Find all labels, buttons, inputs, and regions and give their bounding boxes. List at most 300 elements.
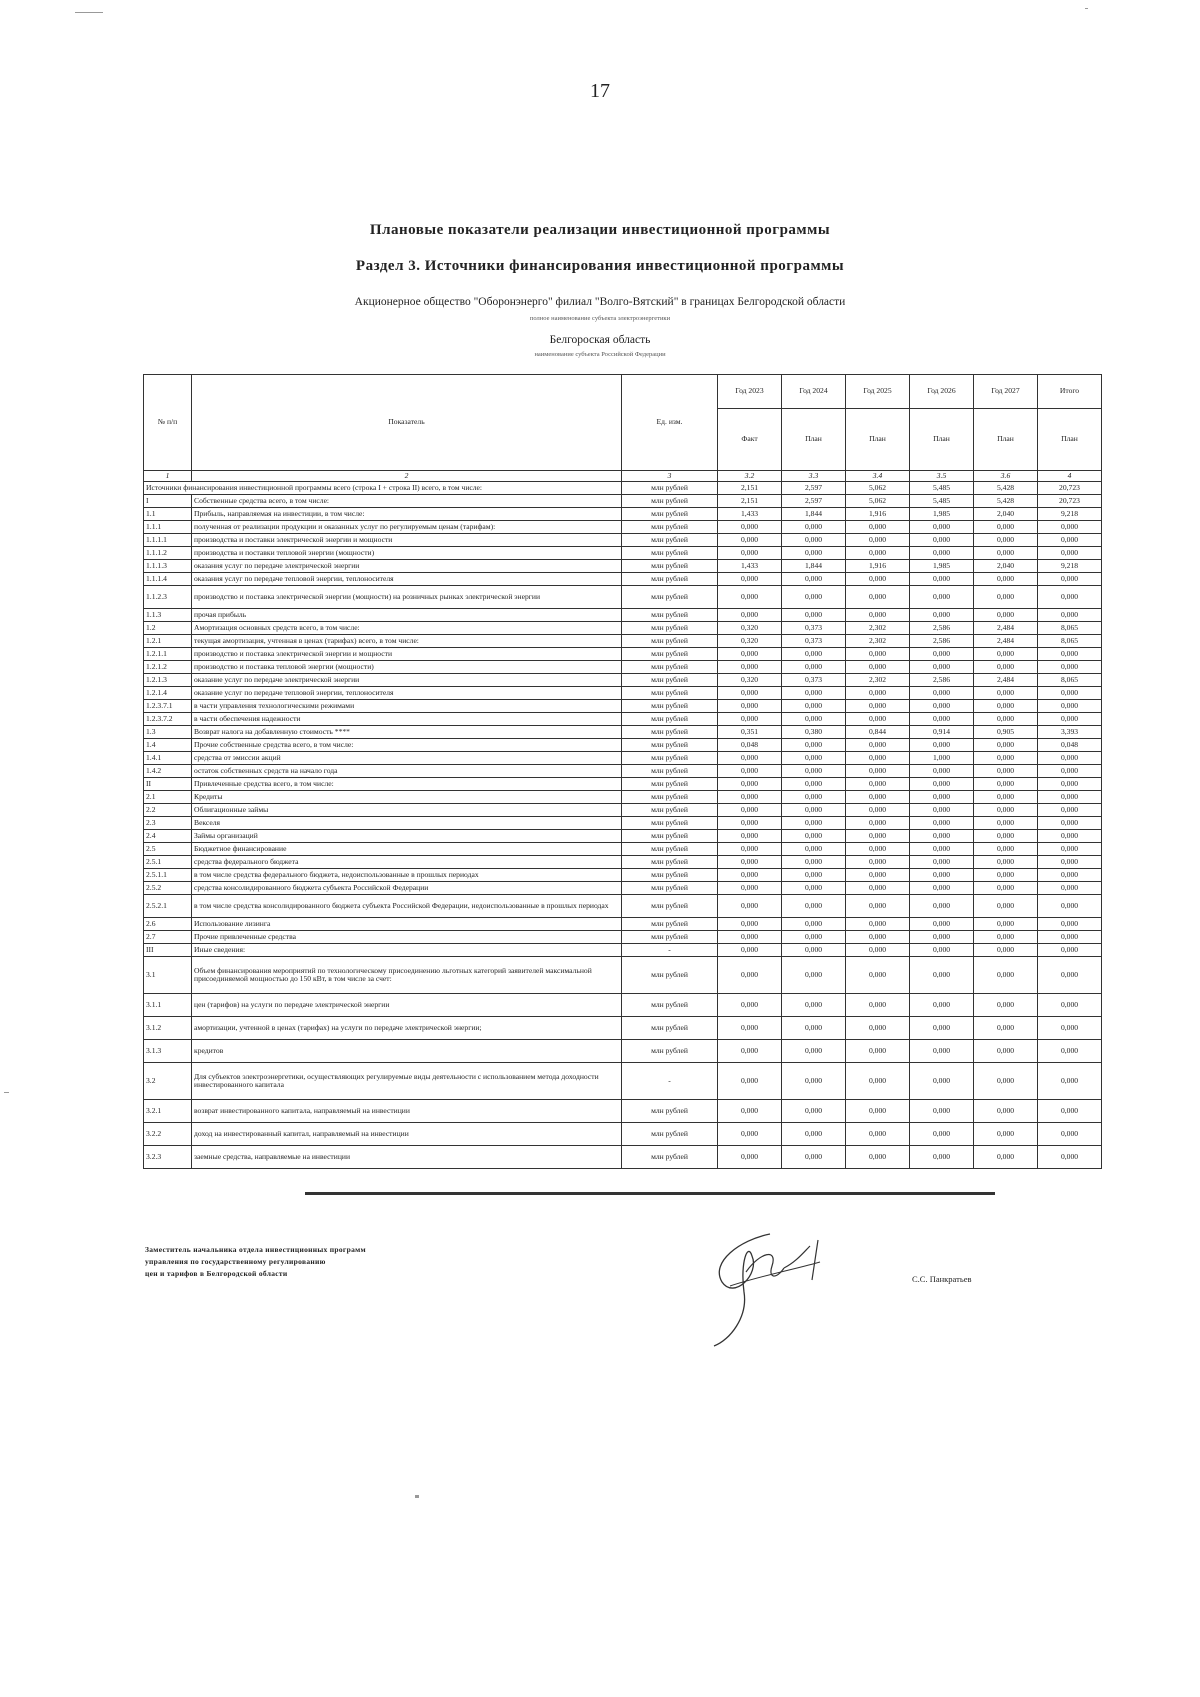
row-name: производства и поставки электрической энергии и мощности xyxy=(192,534,622,547)
row-unit: млн рублей xyxy=(622,674,718,687)
row-value: 0,000 xyxy=(1038,1063,1102,1100)
row-name: производство и поставка электрической энергии и мощности xyxy=(192,648,622,661)
region-caption: наименование субъекта Российской Федерации xyxy=(534,351,666,358)
row-value: 0,000 xyxy=(1038,1123,1102,1146)
row-name: в том числе средства федерального бюджета, недоиспользованные в прошлых периодах xyxy=(192,869,622,882)
row-name: амортизации, учтенной в ценах (тарифах) на услуги по передаче электрической энергии; xyxy=(192,1017,622,1040)
header-kind: Факт xyxy=(718,409,782,471)
row-name: Кредиты xyxy=(192,791,622,804)
row-value: 0,000 xyxy=(782,687,846,700)
row-value: 0,000 xyxy=(1038,895,1102,918)
row-value: 0,000 xyxy=(1038,713,1102,726)
header-kind: План xyxy=(974,409,1038,471)
row-value: 0,000 xyxy=(846,944,910,957)
signer-position-line: цен и тарифов в Белгородской области xyxy=(145,1269,288,1278)
row-name: Бюджетное финансирование xyxy=(192,843,622,856)
table-row xyxy=(144,495,1102,508)
row-value: 0,000 xyxy=(846,1146,910,1169)
row-value: 0,000 xyxy=(974,843,1038,856)
row-number: 3.1.1 xyxy=(144,994,192,1017)
row-number: 3.1.2 xyxy=(144,1017,192,1040)
table-row xyxy=(144,957,1102,994)
row-number: 3.1.3 xyxy=(144,1040,192,1063)
row-value: 0,000 xyxy=(910,869,974,882)
row-value: 0,000 xyxy=(1038,931,1102,944)
row-value: 0,000 xyxy=(1038,521,1102,534)
row-value: 0,000 xyxy=(782,1100,846,1123)
handwritten-signature xyxy=(700,1222,880,1352)
row-unit: млн рублей xyxy=(622,661,718,674)
row-value: 0,000 xyxy=(718,687,782,700)
header-kind: План xyxy=(910,409,974,471)
header-year: Год 2026 xyxy=(910,375,974,409)
table-row xyxy=(144,508,1102,521)
row-value: 0,000 xyxy=(1038,1017,1102,1040)
row-value: 0,000 xyxy=(974,713,1038,726)
row-value: 0,000 xyxy=(910,687,974,700)
total-row-value: 2,151 xyxy=(718,482,782,495)
row-number: 1.2.1.4 xyxy=(144,687,192,700)
table-row xyxy=(144,830,1102,843)
row-value: 0,000 xyxy=(910,586,974,609)
row-unit: млн рублей xyxy=(622,830,718,843)
row-name: остаток собственных средств на начало года xyxy=(192,765,622,778)
row-value: 0,000 xyxy=(846,895,910,918)
row-unit: млн рублей xyxy=(622,918,718,931)
table-row xyxy=(144,687,1102,700)
row-value: 0,000 xyxy=(1038,609,1102,622)
row-name: производство и поставка электрической энергии (мощности) на розничных рынках электрической энергии xyxy=(192,586,622,609)
row-value: 0,000 xyxy=(782,521,846,534)
row-value: 0,000 xyxy=(846,778,910,791)
row-value: 0,000 xyxy=(910,534,974,547)
row-value: 0,000 xyxy=(1038,791,1102,804)
row-value: 0,000 xyxy=(782,609,846,622)
row-value: 0,000 xyxy=(718,713,782,726)
row-name: Прочие собственные средства всего, в том числе: xyxy=(192,739,622,752)
total-row-value: 2,597 xyxy=(782,482,846,495)
row-number: 2.5.1 xyxy=(144,856,192,869)
row-unit: млн рублей xyxy=(622,521,718,534)
table-row xyxy=(144,1040,1102,1063)
row-number: 1.4.2 xyxy=(144,765,192,778)
row-value: 0,000 xyxy=(846,957,910,994)
row-value: 0,000 xyxy=(910,1063,974,1100)
row-number: 1.1.1.1 xyxy=(144,534,192,547)
row-value: 0,000 xyxy=(782,1123,846,1146)
row-value: 0,048 xyxy=(718,739,782,752)
row-unit: млн рублей xyxy=(622,856,718,869)
row-unit: млн рублей xyxy=(622,778,718,791)
section-title: Раздел 3. Источники финансирования инвестиционной программы xyxy=(355,258,845,274)
row-value: 0,373 xyxy=(782,674,846,687)
row-name: средства от эмиссии акций xyxy=(192,752,622,765)
row-value: 0,000 xyxy=(1038,752,1102,765)
row-value: 2,484 xyxy=(974,635,1038,648)
header-kind: План xyxy=(1038,409,1102,471)
header-kind: План xyxy=(782,409,846,471)
row-value: 0,000 xyxy=(718,895,782,918)
total-row-name: Источники финансирования инвестиционной программы всего (строка I + строка II) всего, в том числе: xyxy=(144,482,622,495)
row-value: 0,000 xyxy=(718,882,782,895)
row-name: в части управления технологическими режимами xyxy=(192,700,622,713)
row-value: 8,065 xyxy=(1038,635,1102,648)
row-number: 1.2.1.3 xyxy=(144,674,192,687)
row-value: 0,000 xyxy=(846,817,910,830)
row-name: прочая прибыль xyxy=(192,609,622,622)
row-value: 0,000 xyxy=(974,882,1038,895)
row-unit: млн рублей xyxy=(622,713,718,726)
row-value: 0,000 xyxy=(974,586,1038,609)
row-unit: млн рублей xyxy=(622,648,718,661)
row-value: 0,000 xyxy=(782,1040,846,1063)
row-number: 1.2.3.7.2 xyxy=(144,713,192,726)
row-value: 0,000 xyxy=(846,687,910,700)
row-name: Прочие привлеченные средства xyxy=(192,931,622,944)
row-name: Иные сведения: xyxy=(192,944,622,957)
row-unit: млн рублей xyxy=(622,791,718,804)
row-value: 5,428 xyxy=(974,495,1038,508)
row-number: 3.2.1 xyxy=(144,1100,192,1123)
row-value: 0,000 xyxy=(846,573,910,586)
table-row xyxy=(144,622,1102,635)
row-value: 0,000 xyxy=(782,1146,846,1169)
row-value: 0,000 xyxy=(974,573,1038,586)
table-row xyxy=(144,817,1102,830)
row-value: 0,000 xyxy=(910,700,974,713)
row-value: 0,000 xyxy=(718,521,782,534)
row-value: 0,000 xyxy=(910,648,974,661)
row-number: 3.2.3 xyxy=(144,1146,192,1169)
row-value: 0,000 xyxy=(974,739,1038,752)
row-value: 0,000 xyxy=(1038,700,1102,713)
row-unit: млн рублей xyxy=(622,1123,718,1146)
row-value: 5,485 xyxy=(910,495,974,508)
row-number: 1.4.1 xyxy=(144,752,192,765)
row-value: 0,000 xyxy=(782,752,846,765)
row-name: Векселя xyxy=(192,817,622,830)
row-value: 0,373 xyxy=(782,622,846,635)
row-number: 3.2.2 xyxy=(144,1123,192,1146)
row-number: 1.3 xyxy=(144,726,192,739)
row-value: 0,000 xyxy=(718,1040,782,1063)
table-row xyxy=(144,713,1102,726)
row-unit: млн рублей xyxy=(622,495,718,508)
header-kind: План xyxy=(846,409,910,471)
row-unit: млн рублей xyxy=(622,609,718,622)
row-unit: млн рублей xyxy=(622,882,718,895)
organization-name: Акционерное общество "Оборонэнерго" филиал "Волго-Вятский" в границах Белгородской области xyxy=(354,296,846,308)
scan-speck xyxy=(4,1092,9,1093)
row-value: 0,000 xyxy=(1038,661,1102,674)
row-value: 0,000 xyxy=(718,534,782,547)
row-name: производство и поставка тепловой энергии (мощности) xyxy=(192,661,622,674)
row-value: 0,000 xyxy=(718,994,782,1017)
row-unit: млн рублей xyxy=(622,687,718,700)
row-value: 0,000 xyxy=(1038,830,1102,843)
table-row xyxy=(144,843,1102,856)
row-value: 0,000 xyxy=(782,944,846,957)
row-value: 0,373 xyxy=(782,635,846,648)
row-value: 2,597 xyxy=(782,495,846,508)
total-row xyxy=(144,482,1102,495)
row-value: 0,000 xyxy=(782,765,846,778)
row-value: 0,000 xyxy=(718,765,782,778)
row-value: 0,000 xyxy=(974,1100,1038,1123)
row-value: 0,000 xyxy=(718,573,782,586)
row-number: 1.2 xyxy=(144,622,192,635)
row-value: 9,218 xyxy=(1038,560,1102,573)
row-value: 8,065 xyxy=(1038,622,1102,635)
row-value: 0,000 xyxy=(718,804,782,817)
table-row xyxy=(144,804,1102,817)
table-row xyxy=(144,882,1102,895)
row-value: 0,000 xyxy=(974,830,1038,843)
row-value: 0,000 xyxy=(782,843,846,856)
row-number: 1.2.1 xyxy=(144,635,192,648)
row-value: 2,586 xyxy=(910,674,974,687)
row-value: 1,433 xyxy=(718,508,782,521)
row-value: 0,000 xyxy=(910,739,974,752)
row-value: 0,000 xyxy=(846,752,910,765)
row-value: 2,586 xyxy=(910,622,974,635)
row-value: 0,000 xyxy=(974,778,1038,791)
row-name: Возврат налога на добавленную стоимость **** xyxy=(192,726,622,739)
row-value: 0,000 xyxy=(974,534,1038,547)
row-name: оказания услуг по передаче тепловой энергии, теплоносителя xyxy=(192,573,622,586)
row-name: Облигационные займы xyxy=(192,804,622,817)
row-value: 0,000 xyxy=(1038,957,1102,994)
row-value: 0,000 xyxy=(782,648,846,661)
row-value: 0,000 xyxy=(1038,687,1102,700)
table-row xyxy=(144,609,1102,622)
row-value: 0,000 xyxy=(718,1063,782,1100)
row-value: 0,000 xyxy=(1038,843,1102,856)
row-value: 0,000 xyxy=(1038,1146,1102,1169)
row-value: 0,000 xyxy=(846,765,910,778)
column-number: 4 xyxy=(1038,471,1102,482)
row-value: 0,000 xyxy=(974,856,1038,869)
row-value: 0,000 xyxy=(974,918,1038,931)
header-year: Год 2025 xyxy=(846,375,910,409)
row-unit: млн рублей xyxy=(622,622,718,635)
row-value: 0,000 xyxy=(1038,1100,1102,1123)
row-unit: млн рублей xyxy=(622,869,718,882)
row-value: 1,916 xyxy=(846,560,910,573)
row-value: 0,000 xyxy=(718,856,782,869)
row-value: 0,000 xyxy=(846,804,910,817)
row-value: 0,914 xyxy=(910,726,974,739)
table-row xyxy=(144,1123,1102,1146)
header-year: Год 2027 xyxy=(974,375,1038,409)
column-number: 2 xyxy=(192,471,622,482)
row-value: 0,000 xyxy=(846,1123,910,1146)
row-name: текущая амортизация, учтенная в ценах (тарифах) всего, в том числе: xyxy=(192,635,622,648)
total-row-value: 5,062 xyxy=(846,482,910,495)
table-row xyxy=(144,573,1102,586)
row-unit: млн рублей xyxy=(622,957,718,994)
row-value: 0,000 xyxy=(846,869,910,882)
row-value: 0,000 xyxy=(974,957,1038,994)
row-value: 0,000 xyxy=(846,739,910,752)
row-value: 0,000 xyxy=(846,586,910,609)
row-value: 0,000 xyxy=(910,713,974,726)
row-value: 0,000 xyxy=(1038,547,1102,560)
row-value: 2,302 xyxy=(846,674,910,687)
row-name: Амортизация основных средств всего, в том числе: xyxy=(192,622,622,635)
row-value: 0,000 xyxy=(974,895,1038,918)
row-value: 0,000 xyxy=(1038,573,1102,586)
row-number: 1.1.2.3 xyxy=(144,586,192,609)
row-number: 1.2.1.1 xyxy=(144,648,192,661)
table-row xyxy=(144,521,1102,534)
row-value: 0,000 xyxy=(782,931,846,944)
row-number: 2.1 xyxy=(144,791,192,804)
row-unit: млн рублей xyxy=(622,895,718,918)
row-value: 0,000 xyxy=(782,1017,846,1040)
row-value: 0,320 xyxy=(718,674,782,687)
table-row xyxy=(144,700,1102,713)
row-value: 0,000 xyxy=(782,547,846,560)
row-value: 0,000 xyxy=(782,869,846,882)
row-number: 2.5.2.1 xyxy=(144,895,192,918)
row-unit: млн рублей xyxy=(622,726,718,739)
row-number: 2.5.2 xyxy=(144,882,192,895)
row-value: 0,000 xyxy=(974,648,1038,661)
row-unit: млн рублей xyxy=(622,1040,718,1063)
row-value: 0,000 xyxy=(974,944,1038,957)
row-value: 0,000 xyxy=(718,752,782,765)
row-name: Объем финансирования мероприятий по технологическому присоединению льготных категорий заявителей максимальной присоединяемой мощностью до 150 кВт, в том числе за счет: xyxy=(192,957,622,994)
row-value: 0,000 xyxy=(782,778,846,791)
row-value: 0,000 xyxy=(1038,944,1102,957)
row-value: 0,000 xyxy=(846,1100,910,1123)
header-year: Год 2023 xyxy=(718,375,782,409)
column-numbering-row xyxy=(144,471,1102,482)
row-name: возврат инвестированного капитала, направляемый на инвестиции xyxy=(192,1100,622,1123)
row-value: 0,000 xyxy=(782,1063,846,1100)
row-value: 0,000 xyxy=(1038,586,1102,609)
row-value: 0,000 xyxy=(718,1123,782,1146)
row-value: 0,000 xyxy=(910,804,974,817)
row-value: 0,000 xyxy=(910,895,974,918)
row-value: 0,000 xyxy=(782,804,846,817)
row-value: 0,000 xyxy=(1038,534,1102,547)
row-value: 0,000 xyxy=(718,817,782,830)
row-value: 0,000 xyxy=(782,739,846,752)
page-number: 17 xyxy=(590,80,610,102)
row-unit: млн рублей xyxy=(622,752,718,765)
row-value: 1,844 xyxy=(782,508,846,521)
table-row xyxy=(144,778,1102,791)
row-unit: млн рублей xyxy=(622,994,718,1017)
row-number: 2.5 xyxy=(144,843,192,856)
row-name: цен (тарифов) на услуги по передаче электрической энергии xyxy=(192,994,622,1017)
footer-rule xyxy=(305,1192,995,1195)
row-number: 1.1.1 xyxy=(144,521,192,534)
row-value: 0,000 xyxy=(1038,648,1102,661)
row-value: 0,000 xyxy=(846,994,910,1017)
table-row xyxy=(144,918,1102,931)
row-value: 2,302 xyxy=(846,622,910,635)
row-value: 0,000 xyxy=(974,1017,1038,1040)
row-value: 0,000 xyxy=(846,648,910,661)
region-name: Белгороская область xyxy=(549,334,651,346)
signer-position xyxy=(145,1244,366,1280)
row-number: 1.2.1.2 xyxy=(144,661,192,674)
row-value: 0,000 xyxy=(782,700,846,713)
row-name: доход на инвестированный капитал, направляемый на инвестиции xyxy=(192,1123,622,1146)
row-value: 2,484 xyxy=(974,674,1038,687)
scan-speck xyxy=(415,1495,419,1498)
row-value: 0,351 xyxy=(718,726,782,739)
row-value: 0,000 xyxy=(718,1146,782,1169)
table-row xyxy=(144,648,1102,661)
row-value: 0,000 xyxy=(974,765,1038,778)
row-number: 1.1.1.3 xyxy=(144,560,192,573)
row-number: 2.3 xyxy=(144,817,192,830)
row-value: 2,151 xyxy=(718,495,782,508)
row-value: 0,000 xyxy=(1038,869,1102,882)
row-name: средства консолидированного бюджета субъекта Российской Федерации xyxy=(192,882,622,895)
scan-speck xyxy=(75,12,103,13)
row-value: 0,000 xyxy=(718,944,782,957)
row-name: в том числе средства консолидированного бюджета субъекта Российской Федерации, недоиспользованные в прошлых периодах xyxy=(192,895,622,918)
row-number: 3.2 xyxy=(144,1063,192,1100)
row-value: 0,000 xyxy=(846,830,910,843)
row-value: 0,844 xyxy=(846,726,910,739)
row-value: 0,000 xyxy=(782,713,846,726)
row-value: 0,000 xyxy=(846,609,910,622)
row-value: 2,040 xyxy=(974,508,1038,521)
row-number: 1.1.3 xyxy=(144,609,192,622)
total-row-value: 5,485 xyxy=(910,482,974,495)
row-value: 0,000 xyxy=(974,791,1038,804)
row-value: 0,000 xyxy=(782,830,846,843)
row-unit: млн рублей xyxy=(622,931,718,944)
row-unit: - xyxy=(622,1063,718,1100)
row-value: 0,000 xyxy=(718,547,782,560)
row-value: 0,000 xyxy=(782,586,846,609)
row-value: 0,000 xyxy=(910,830,974,843)
row-value: 2,484 xyxy=(974,622,1038,635)
row-unit: млн рублей xyxy=(622,739,718,752)
table-row xyxy=(144,791,1102,804)
row-value: 0,000 xyxy=(846,713,910,726)
row-number: 1.2.3.7.1 xyxy=(144,700,192,713)
row-value: 0,000 xyxy=(846,856,910,869)
row-value: 0,000 xyxy=(974,1123,1038,1146)
row-value: 0,000 xyxy=(718,830,782,843)
row-number: 2.6 xyxy=(144,918,192,931)
row-name: Привлеченные средства всего, в том числе: xyxy=(192,778,622,791)
row-value: 0,048 xyxy=(1038,739,1102,752)
row-value: 0,000 xyxy=(782,918,846,931)
row-value: 0,000 xyxy=(782,817,846,830)
row-number: 2.5.1.1 xyxy=(144,869,192,882)
row-unit: млн рублей xyxy=(622,700,718,713)
row-value: 2,586 xyxy=(910,635,974,648)
table-row xyxy=(144,635,1102,648)
table-row xyxy=(144,547,1102,560)
row-unit: млн рублей xyxy=(622,573,718,586)
row-value: 0,905 xyxy=(974,726,1038,739)
row-value: 0,000 xyxy=(846,1040,910,1063)
row-value: 0,000 xyxy=(910,856,974,869)
row-value: 0,000 xyxy=(718,778,782,791)
row-value: 0,000 xyxy=(1038,994,1102,1017)
row-unit: млн рублей xyxy=(622,534,718,547)
